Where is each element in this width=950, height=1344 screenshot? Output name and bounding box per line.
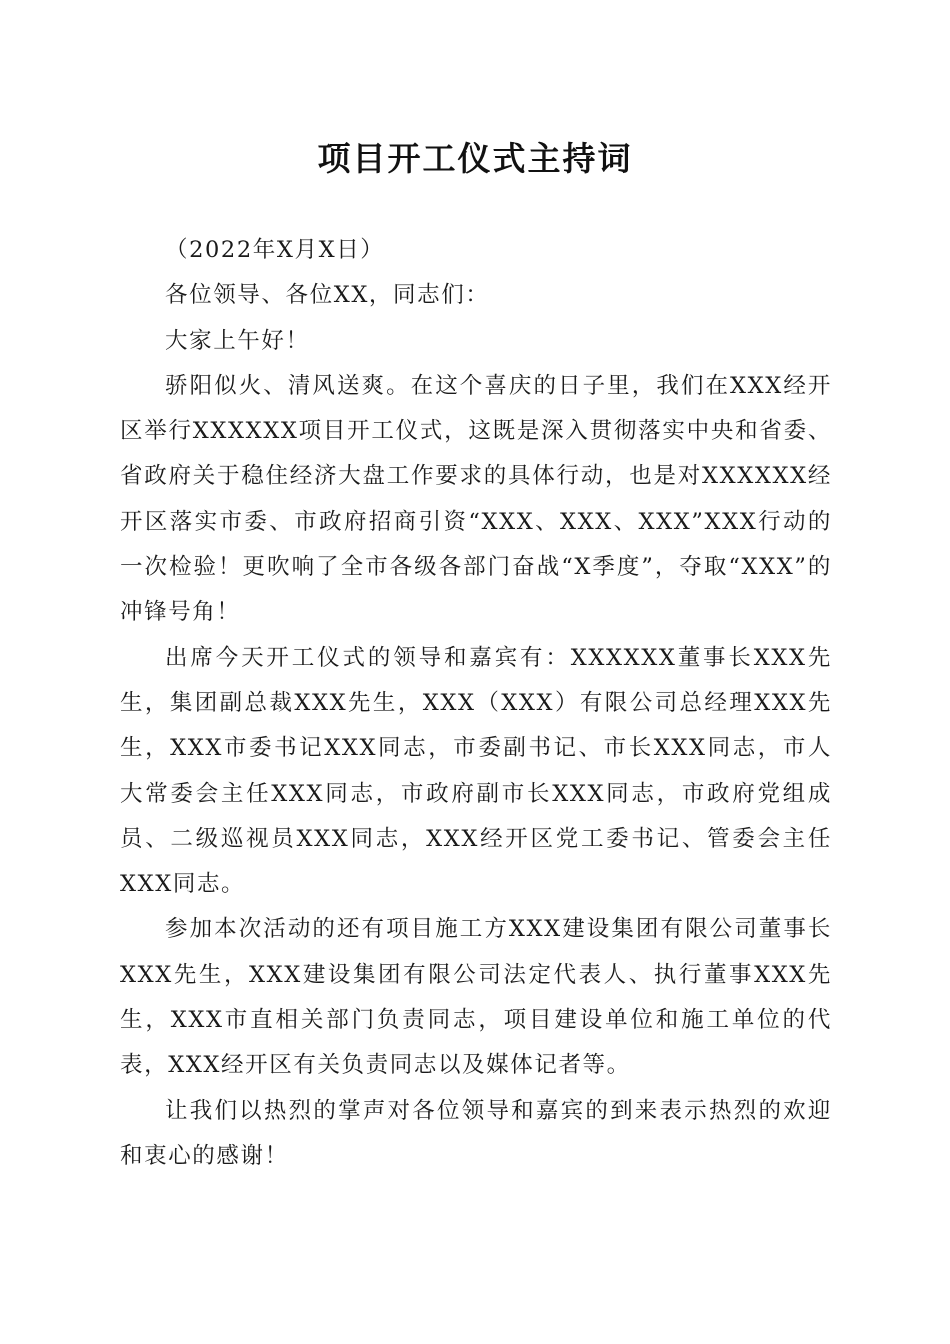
paragraph-other-participants: 参加本次活动的还有项目施工方XXX建设集团有限公司董事长XXX先生，XXX建设集团有限公司法定代表人、执行董事XXX先生，XXX市直相关部门负责同志，项目建设单位和施工单位的代表，XXX经开区有关负责同志以及媒体记者等。: [120, 916, 832, 1079]
date-line: （2022年X月X日）: [165, 237, 385, 263]
salutation: 各位领导、各位XX，同志们：: [165, 282, 490, 309]
document-body: [120, 228, 832, 1179]
document-title: 项目开工仪式主持词: [317, 139, 633, 178]
greeting: 大家上午好！: [165, 327, 310, 354]
paragraph-welcome: 让我们以热烈的掌声对各位领导和嘉宾的到来表示热烈的欢迎和衷心的感谢！: [120, 1097, 832, 1169]
paragraph-attending-leaders: 出席今天开工仪式的领导和嘉宾有：XXXXXX董事长XXX先生，集团副总裁XXX先生，XXX（XXX）有限公司总经理XXX先生，XXX市委书记XXX同志，市委副书记、市长XXX同志，市人大常委会主任XXX同志，市政府副市长XXX同志，市政府党组成员、二级巡视员XXX同志，XXX经开区党工委书记、管委会主任XXX同志。: [120, 644, 832, 898]
paragraph-opening: 骄阳似火、清风送爽。在这个喜庆的日子里，我们在XXX经开区举行XXXXXX项目开工仪式，这既是深入贯彻落实中央和省委、省政府关于稳住经济大盘工作要求的具体行动，也是对XXXXXX经开区落实市委、市政府招商引资“XXX、XXX、XXX”XXX行动的一次检验！更吹响了全市各级各部门奋战“X季度”，夺取“XXX”的冲锋号角！: [120, 372, 832, 626]
